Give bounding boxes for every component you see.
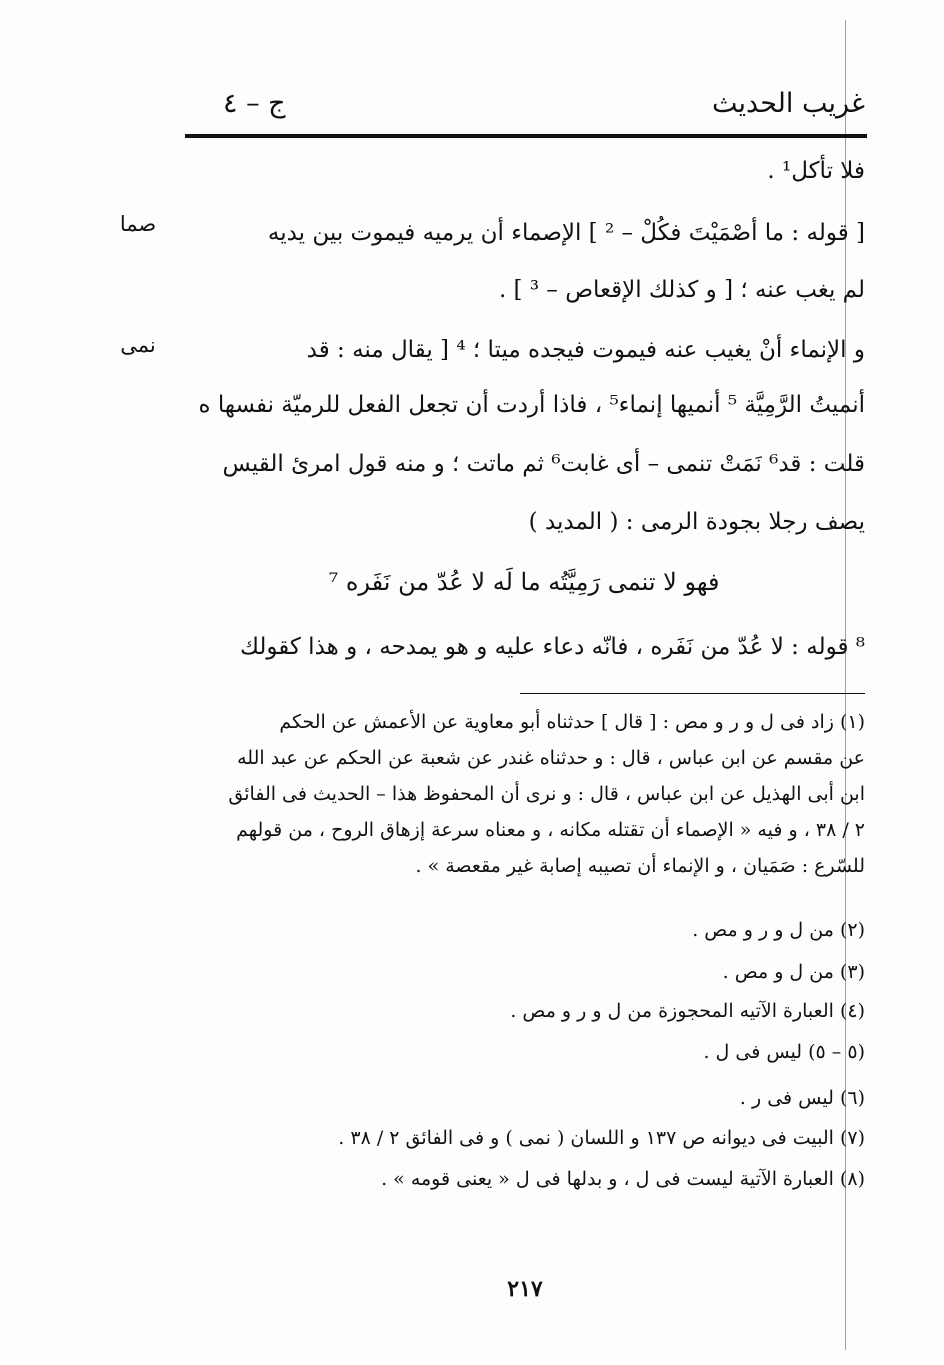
volume-label: ج – ٤ [223,88,286,119]
footnote-line: عن مقسم عن ابن عباس ، قال : و حدثناه غندر عن شعبة عن الحكم عن عبد الله [237,747,865,769]
footnote-line: ابن أبى الهذيل عن ابن عباس ، قال : و نرى أن المحفوظ هذا – الحديث فى الفائق [228,783,865,805]
poetry-verse: فهو لا تنمى رَمِيَّتُه ما لَه لا عُدّ من نَفَره ⁷ [328,568,720,596]
page-number: ٢١٧ [507,1276,543,1302]
running-header [185,88,865,128]
text-line: أنميتُ الرَّمِيَّة ⁵ أنميها إنماء⁵ ، فاذا أردت أن تجعل الفعل للرميّة نفسها ه [198,392,865,418]
footnote-line: (٦) ليس فى ر . [739,1087,865,1109]
text-line: ⁸ قوله : لا عُدّ من نَفَره ، فانّه دعاء عليه و هو يمدحه ، و هذا كقولك [240,634,865,660]
book-title: غريب الحديث [712,88,865,119]
text-line: لم يغب عنه ؛ [ و كذلك الإقعاص – ³ ] . [498,277,865,303]
margin-note-nama: نمى [120,333,156,357]
text-line: و الإنماء أنْ يغيب عنه فيموت فيجده ميتا ؛ ⁴ [ يقال منه : قد [306,337,865,363]
text-line: [ قوله : ما أصْمَيْتَ فكُلْ – ² ] الإصماء أن يرميه فيموت بين يديه [267,220,865,246]
margin-note-sama: صما [119,212,157,236]
footnote-line: للسّرع : صَمَيان ، و الإنماء أن تصيبه إصابة غير مقعصة » . [415,855,865,877]
footnote-line: (٧) البيت فى ديوانه ص ١٣٧ و اللسان ( نمى ) و فى الفائق ٢ / ٣٨ . [338,1127,865,1149]
text-line: قلت : قد⁶ نَمَتْ تنمى – أى غابت⁶ ثم ماتت ؛ و منه قول امرئ القيس [222,451,865,477]
footnote-line: (٨) العبارة الآتية ليست فى ل ، و بدلها فى ل « يعنى قومه » . [381,1168,865,1190]
text-line: يصف رجلا بجودة الرمى : ( المديد ) [528,509,865,535]
footnote-line: (٢) من ل و ر و مص . [692,919,865,941]
footnote-line: (٣) من ل و مص . [722,961,865,983]
footnote-line: (٤) العبارة الآتيه المحجوزة من ل و ر و مص . [510,1000,865,1022]
footnote-separator [520,693,865,694]
footnote-line: (٥ – ٥) ليس فى ل . [703,1041,865,1063]
header-rule [185,134,867,138]
footnote-line: ٢ / ٣٨ ، و فيه « الإصماء أن تقتله مكانه ، و معناه سرعة إزهاق الروح ، من قولهم [236,819,865,841]
footnote-line: (١) زاد فى ل و ر و مص : [ قال ] حدثناه أبو معاوية عن الأعمش عن الحكم [279,711,865,733]
text-line: فلا تأكل¹ . [767,158,865,184]
